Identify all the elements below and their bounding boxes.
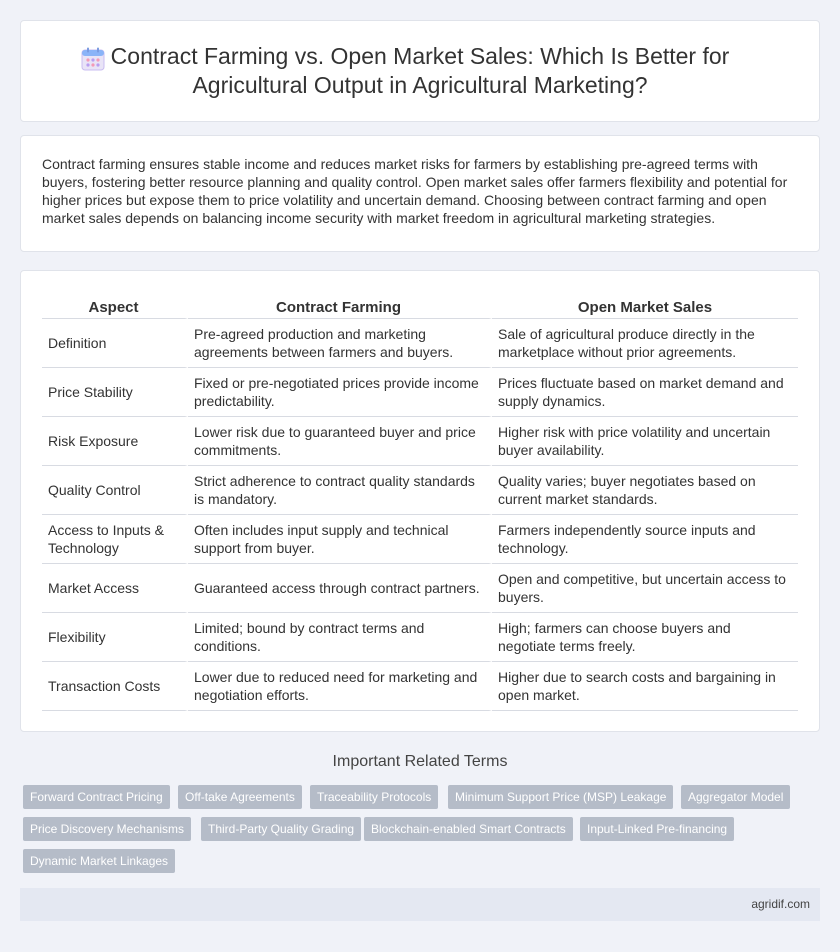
table-row [42,613,798,662]
tag-price-discovery[interactable]: Price Discovery Mechanisms [23,817,191,841]
row-contract-farming: Pre-agreed production and marketing agreements between farmers and buyers. [188,319,492,368]
tag-forward-contract-pricing[interactable]: Forward Contract Pricing [23,785,170,809]
column-header-contract-farming: Contract Farming [188,295,492,319]
related-terms-title: Important Related Terms [332,753,508,770]
tag-dynamic-market-linkages[interactable]: Dynamic Market Linkages [23,849,175,873]
column-header-open-market: Open Market Sales [492,295,798,319]
footer-site-link[interactable]: agridif.com [751,897,810,911]
table-row [42,662,798,711]
row-contract-farming: Lower risk due to guaranteed buyer and price commitments. [188,417,492,466]
row-aspect: Access to Inputs & Technology [42,515,188,564]
row-open-market: High; farmers can choose buyers and negotiate terms freely. [492,613,798,662]
table-row [42,319,798,368]
table-row [42,466,798,515]
row-open-market: Quality varies; buyer negotiates based on current market standards. [492,466,798,515]
intro-paragraph: Contract farming ensures stable income and reduces market risks for farmers by establishing pre-agreed terms with buyers, fostering better resource planning and quality control. Open market sales offer farmers flexibility and potential for higher prices but expose them to price volatility and uncertain demand. Choosing between contract farming and open market sales depends on balancing income security with market freedom in agricultural marketing strategies. [42,156,788,226]
row-open-market: Farmers independently source inputs and technology. [492,515,798,564]
row-contract-farming: Limited; bound by contract terms and conditions. [188,613,492,662]
row-contract-farming: Strict adherence to contract quality standards is mandatory. [188,466,492,515]
row-aspect: Risk Exposure [42,417,188,466]
row-open-market: Prices fluctuate based on market demand and supply dynamics. [492,368,798,417]
tag-msp-leakage[interactable]: Minimum Support Price (MSP) Leakage [448,785,673,809]
row-open-market: Higher risk with price volatility and uncertain buyer availability. [492,417,798,466]
row-open-market: Sale of agricultural produce directly in the marketplace without prior agreements. [492,319,798,368]
row-contract-farming: Fixed or pre-negotiated prices provide income predictability. [188,368,492,417]
row-open-market: Higher due to search costs and bargaining in open market. [492,662,798,711]
table-header-row [42,295,798,319]
tag-blockchain-smart-contracts[interactable]: Blockchain-enabled Smart Contracts [364,817,573,841]
tag-input-linked-prefinancing[interactable]: Input-Linked Pre-financing [580,817,734,841]
comparison-table [42,295,798,711]
page-title: Contract Farming vs. Open Market Sales: Which Is Better for Agricultural Output in Agricultural Marketing? [110,43,730,98]
row-contract-farming: Often includes input supply and technical support from buyer. [188,515,492,564]
tag-traceability-protocols[interactable]: Traceability Protocols [310,785,438,809]
row-aspect: Price Stability [42,368,188,417]
row-open-market: Open and competitive, but uncertain access to buyers. [492,564,798,613]
table-row [42,417,798,466]
column-header-aspect: Aspect [42,295,188,319]
intro-card [20,135,820,252]
row-aspect: Definition [42,319,188,368]
row-contract-farming: Guaranteed access through contract partners. [188,564,492,613]
row-aspect: Market Access [42,564,188,613]
table-row [42,564,798,613]
tag-third-party-grading[interactable]: Third-Party Quality Grading [201,817,361,841]
row-contract-farming: Lower due to reduced need for marketing and negotiation efforts. [188,662,492,711]
footer [20,888,820,921]
row-aspect: Transaction Costs [42,662,188,711]
comparison-card [20,270,820,732]
table-row [42,368,798,417]
tag-off-take-agreements[interactable]: Off-take Agreements [178,785,302,809]
tag-aggregator-model[interactable]: Aggregator Model [681,785,790,809]
row-aspect: Quality Control [42,466,188,515]
row-aspect: Flexibility [42,613,188,662]
header-card [20,20,820,122]
table-row [42,515,798,564]
